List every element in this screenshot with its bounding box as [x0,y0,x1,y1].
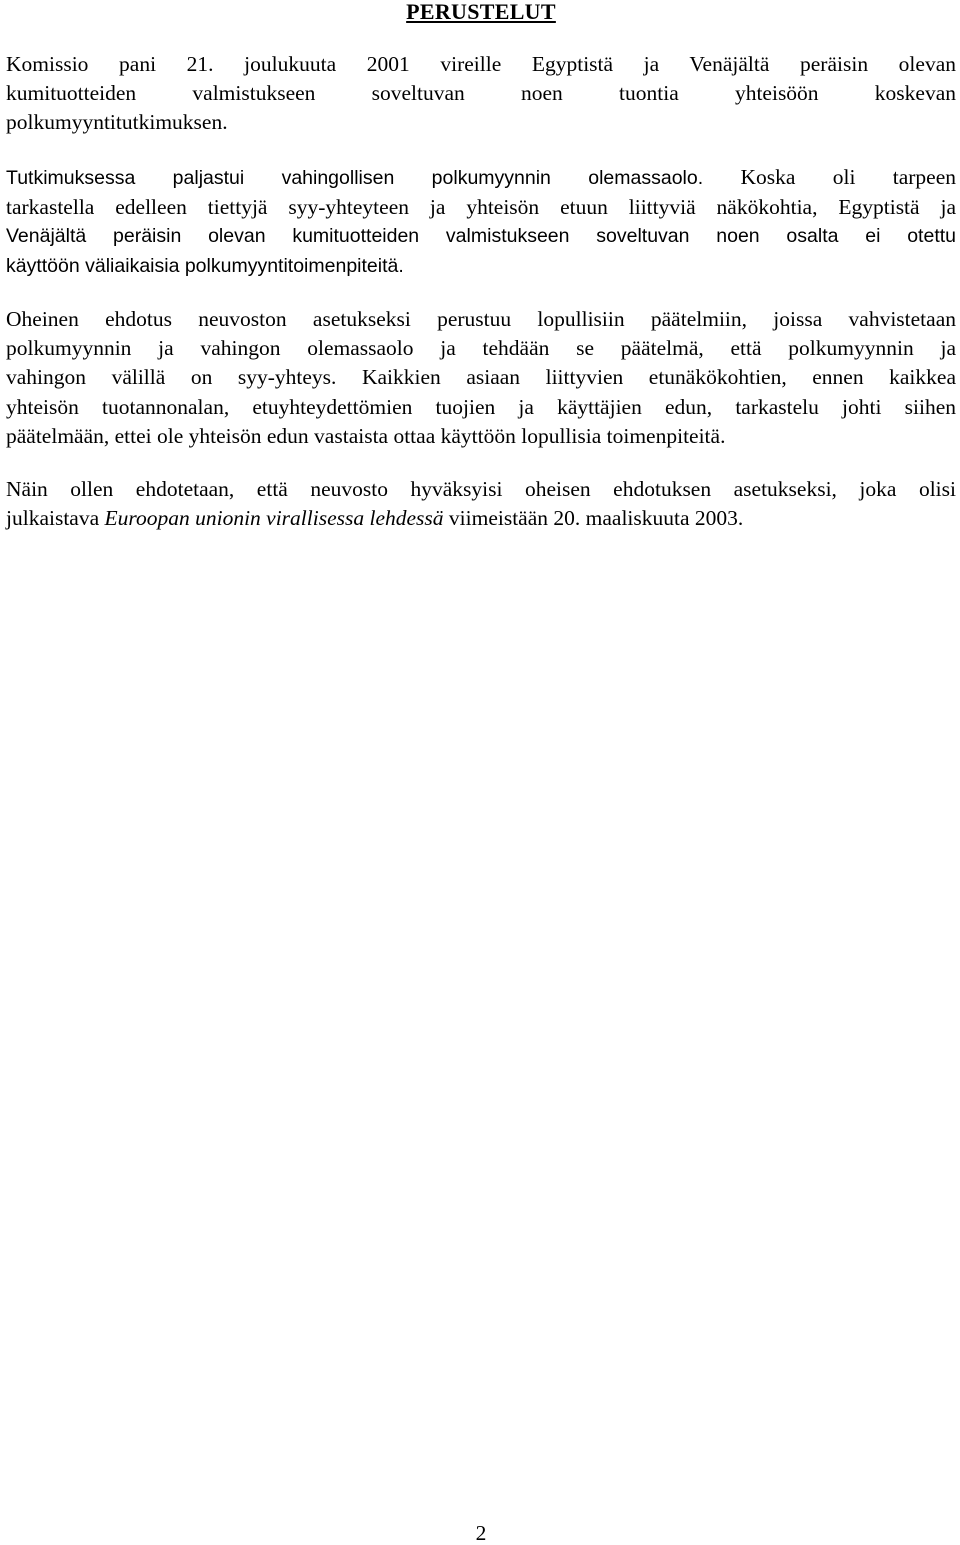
paragraph-investigation-opened [6,50,956,138]
text-line: Oheinen ehdotus neuvoston asetukseksi perustuu lopullisiin päätelmiin, joissa vahvistetaan [6,307,956,331]
text-line: Komissio pani 21. joulukuuta 2001 vireille Egyptistä ja Venäjältä peräisin olevan [6,52,956,76]
text-line: yhteisön tuotannonalan, etuyhteydettömien tuojien ja käyttäjien edun, tarkastelu johti siihen [6,394,956,419]
text-line: Venäjältä peräisin olevan kumituotteiden valmistukseen soveltuvan noen osalta ei otettu [6,225,956,248]
text-line: polkumyynnin ja vahingon olemassaolo ja tehdään se päätelmä, että polkumyynnin ja [6,336,956,361]
text-line: polkumyyntitutkimuksen. [6,110,228,135]
document-title: PERUSTELUT [406,0,556,24]
text-fragment: Koska oli tarpeen [740,165,956,189]
text-fragment: julkaistava [6,506,105,531]
page-number: 2 [475,1521,487,1545]
text-line: käyttöön väliaikaisia polkumyyntitoimenpiteitä. [6,254,404,277]
text-line [6,504,956,533]
document-page [6,0,956,1545]
paragraph-investigation-findings [6,163,956,281]
text-line: päätelmään, ettei ole yhteisön edun vastaista ottaa käyttöön lopullisia toimenpiteitä. [6,423,726,448]
text-line [6,163,956,193]
paragraph-proposal-basis [6,305,956,451]
text-line: kumituotteiden valmistukseen soveltuvan noen tuontia yhteisöön koskevan [6,81,956,106]
text-line: Näin ollen ehdotetaan, että neuvosto hyväksyisi oheisen ehdotuksen asetukseksi, joka olisi [6,477,956,501]
text-line: vahingon välillä on syy-yhteys. Kaikkien asiaan liittyvien etunäkökohtien, ennen kaikkea [6,365,956,390]
text-line: tarkastella edelleen tiettyjä syy-yhteyteen ja yhteisön etuun liittyviä näkökohtia, Egyptistä ja [6,195,956,220]
text-fragment: viimeistään 20. maaliskuuta 2003. [443,506,744,531]
text-fragment: Tutkimuksessa paljastui vahingollisen polkumyynnin olemassaolo. [6,167,704,189]
journal-name: Euroopan unionin virallisessa lehdessä [104,506,444,531]
paragraph-conclusion [6,475,956,533]
